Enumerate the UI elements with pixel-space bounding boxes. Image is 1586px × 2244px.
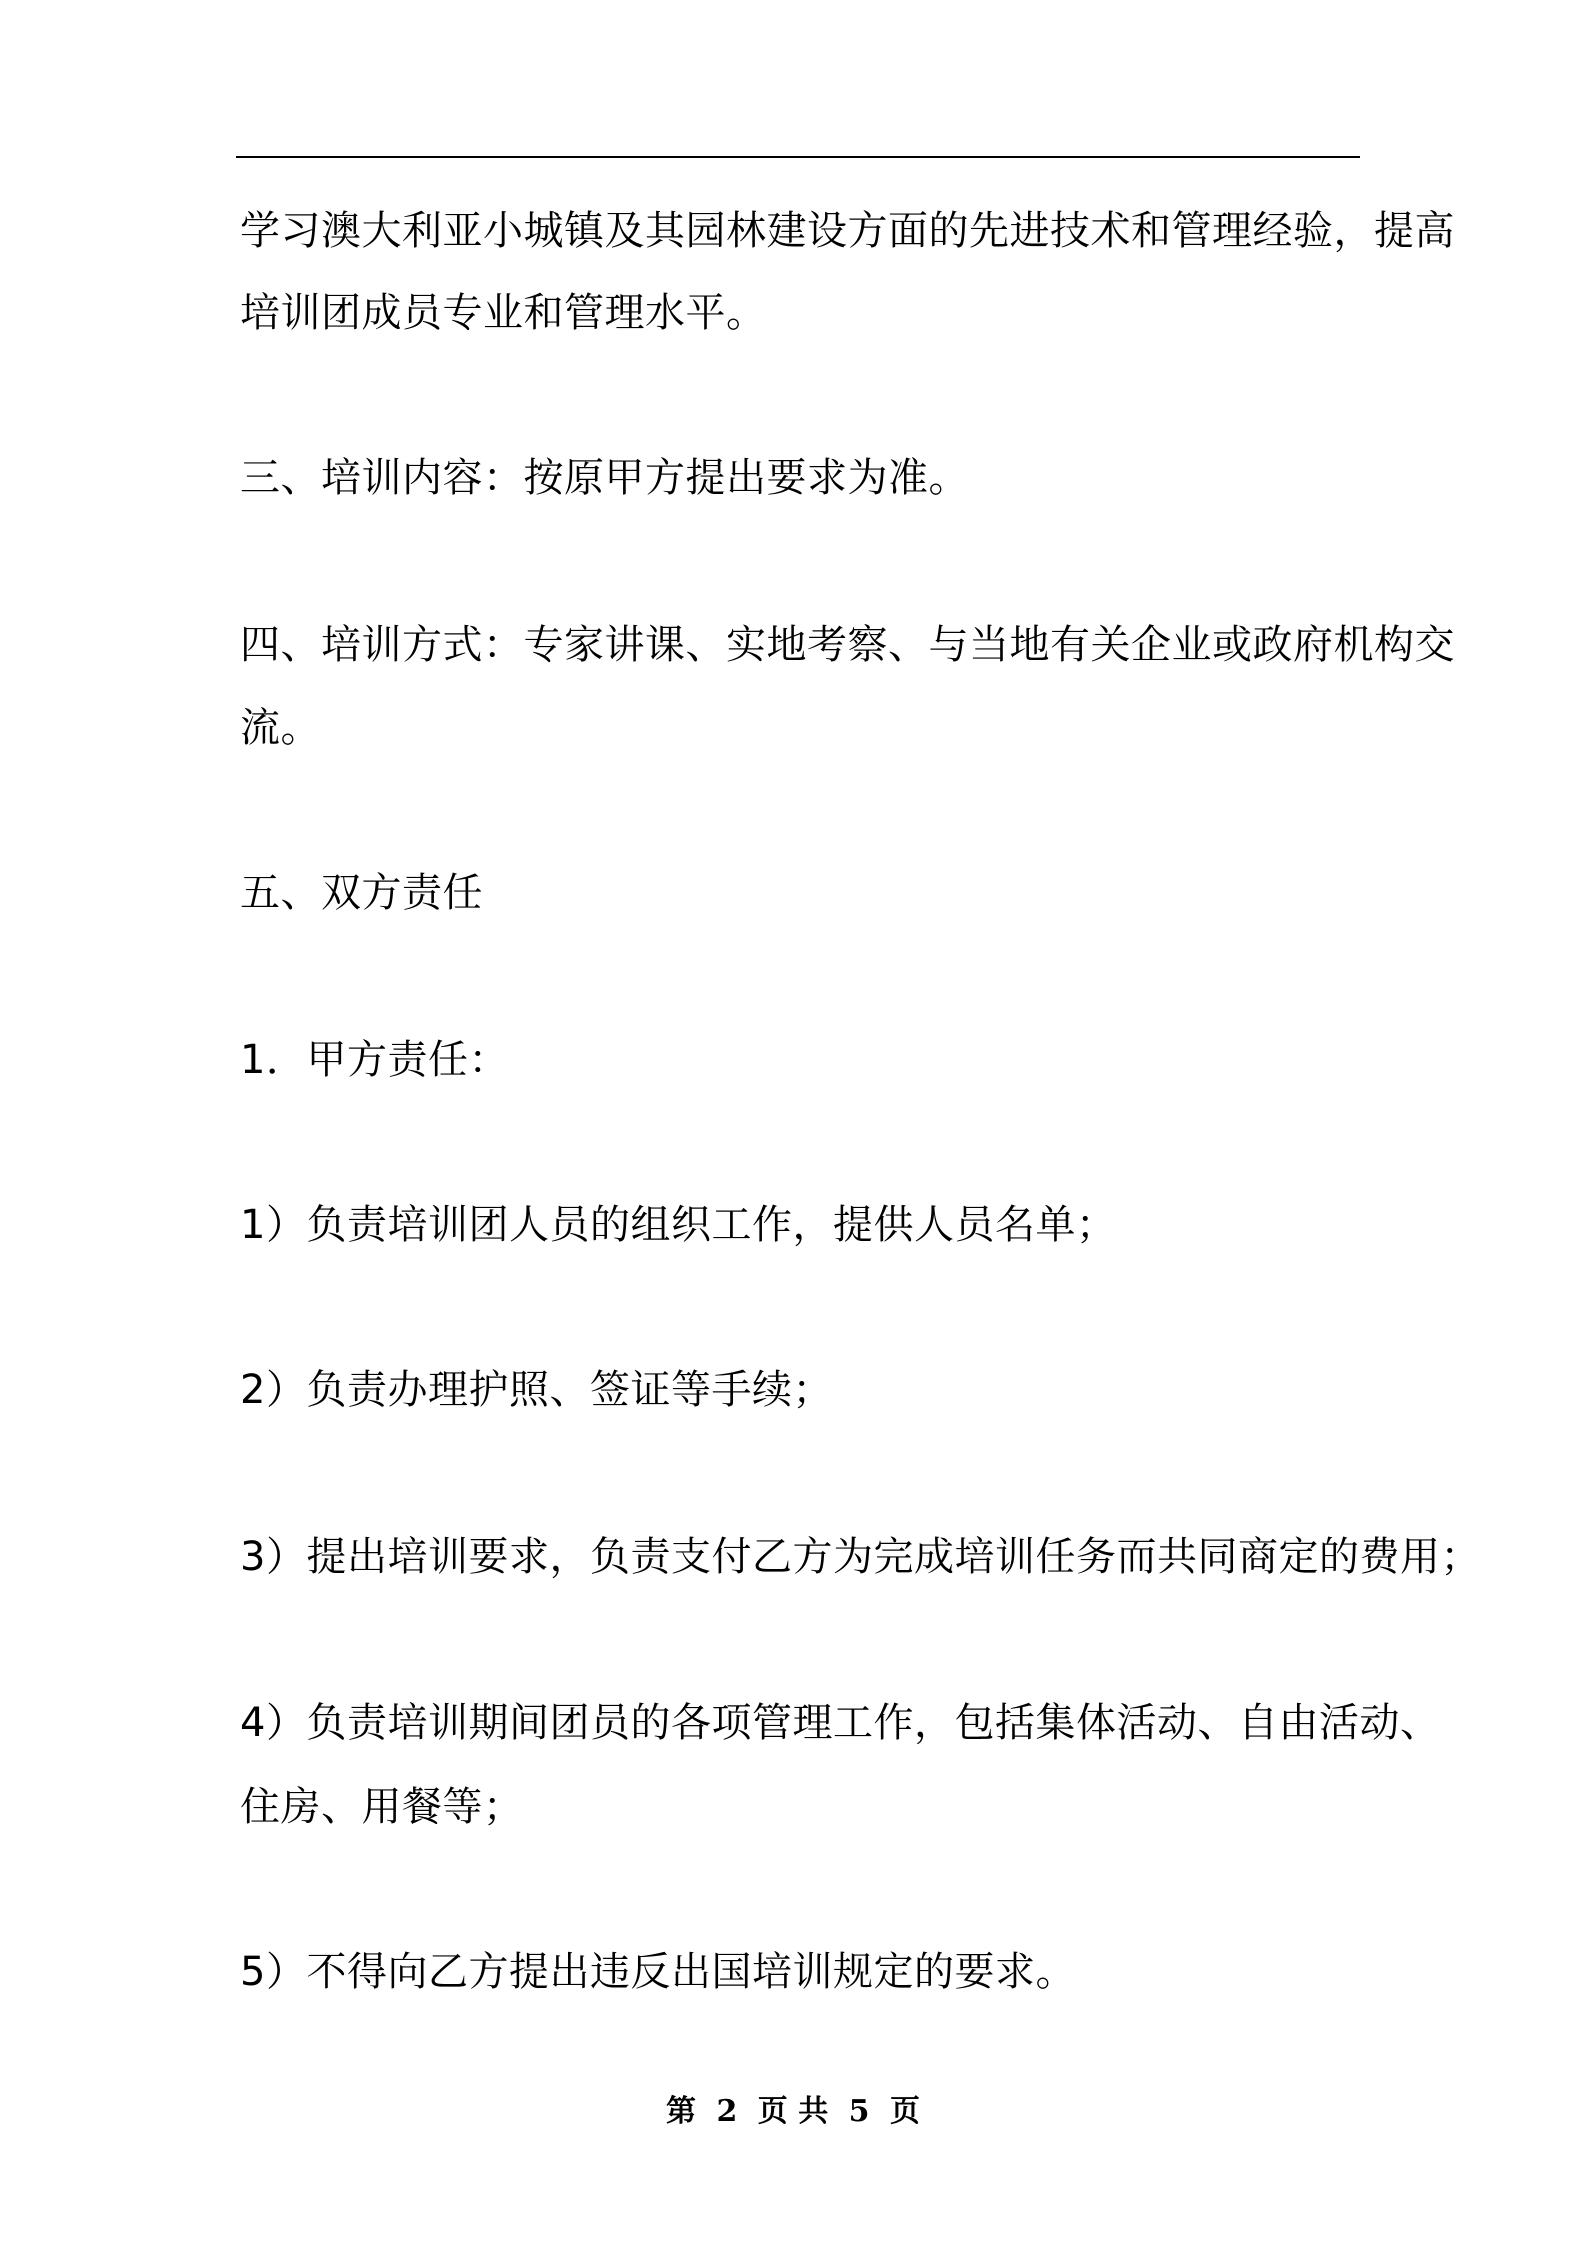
header-rule: [236, 156, 1360, 158]
footer-middle: 页 共: [757, 2094, 829, 2129]
section-heading-responsibilities: 五、双方责任: [240, 870, 483, 916]
list-item: 5）不得向乙方提出违反出国培训规定的要求。: [240, 1949, 1076, 1995]
page-footer: [0, 2094, 1586, 2129]
body-line: 学习澳大利亚小城镇及其园林建设方面的先进技术和管理经验，提高: [240, 208, 1455, 254]
section-heading-content: 三、培训内容：按原甲方提出要求为准。: [240, 455, 969, 501]
body-line: 培训团成员专业和管理水平。: [240, 290, 767, 336]
subsection-heading-party-a: 1．甲方责任：: [240, 1037, 509, 1083]
section-heading-method: 四、培训方式：专家讲课、实地考察、与当地有关企业或政府机构交: [240, 622, 1455, 668]
body-line: 流。: [240, 705, 321, 751]
list-item: 1）负责培训团人员的组织工作，提供人员名单；: [240, 1202, 1117, 1248]
list-item-continuation: 住房、用餐等；: [240, 1784, 524, 1830]
list-item: 3）提出培训要求，负责支付乙方为完成培训任务而共同商定的费用；: [240, 1534, 1481, 1580]
footer-prefix: 第: [665, 2094, 696, 2129]
footer-suffix: 页: [890, 2094, 920, 2129]
list-item: 4）负责培训期间团员的各项管理工作，包括集体活动、自由活动、: [240, 1700, 1441, 1746]
footer-page-number: 2: [716, 2094, 738, 2129]
list-item: 2）负责办理护照、签证等手续；: [240, 1367, 833, 1413]
footer-total-pages: 5: [848, 2094, 870, 2129]
